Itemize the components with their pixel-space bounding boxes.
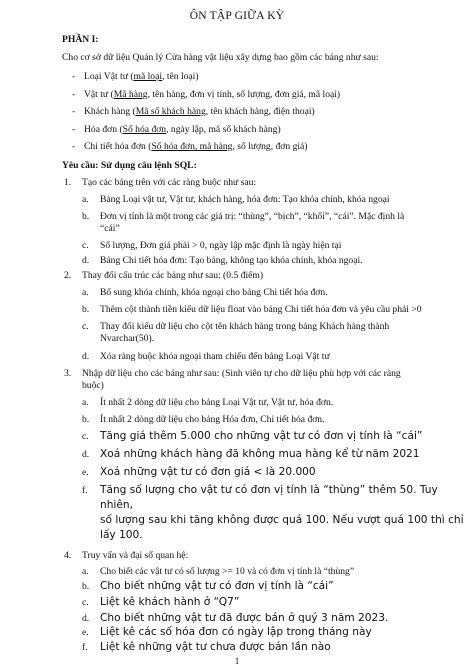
q4-item-a: Cho biết các vật tư có số lượng >= 10 và có đơn vị tính là “thùng” — [100, 566, 355, 577]
item-mark: c. — [82, 597, 89, 608]
item-mark: c. — [82, 240, 89, 251]
q4-item-e: Liệt kê các số hóa đơn có ngày lập trong tháng này — [100, 626, 372, 638]
item-mark: f. — [82, 642, 88, 653]
q2-item-d: Xóa ràng buộc khóa ngoại tham chiếu đến bảng Loại Vật tư — [100, 351, 330, 362]
item-mark: d. — [82, 613, 90, 624]
item-mark: c. — [82, 431, 89, 442]
item-mark: f. — [82, 485, 88, 496]
q3-item-d: Xoá những khách hàng đã không mua hàng kể từ năm 2021 — [100, 448, 420, 460]
bullet-mark: - — [72, 106, 76, 117]
item-mark: a. — [82, 194, 89, 205]
item-mark: e. — [82, 627, 89, 638]
q3-item-b: Ít nhất 2 dòng dữ liệu cho bảng Hóa đơn, Chi tiết hóa đơn. — [100, 414, 325, 425]
table-item-customer: Khách hàng (Mã số khách hàng, tên khách hàng, điện thoại) — [84, 106, 315, 117]
question-2-text: Thay đổi cấu trúc các bảng như sau: (0.5 điểm) — [82, 270, 264, 281]
q1-item-d: Bảng Chi tiết hóa đơn: Tạo bảng, không tạo khóa chính, khóa ngoại. — [100, 255, 363, 266]
q3-item-f-cont: số lượng sau khi tăng không được quá 100. Nếu vượt quá 100 thì chỉ — [100, 514, 464, 526]
bullet-mark: - — [72, 141, 76, 152]
question-4-text: Truy vấn và đại số quan hệ: — [82, 550, 189, 561]
q1-item-c: Số lượng, Đơn giá phải > 0, ngày lập mặc định là ngày hiện tại — [100, 240, 342, 251]
q3-item-c: Tăng giá thêm 5.000 cho những vật tư có đơn vị tính là “cái” — [100, 430, 423, 442]
q1-item-b: Đơn vị tính là một trong các giá trị: “thùng”, “bịch”, “khối”, “cái”. Mặc định là — [100, 211, 405, 222]
q2-item-b: Thêm cột thành tiền kiểu dữ liệu float vào bảng Chi tiết hóa đơn và yêu cầu phải >0 — [100, 304, 422, 315]
table-item-invoice-detail: Chi tiết hóa đơn (Số hóa đơn, mã hàng, số lượng, đơn giá) — [84, 141, 308, 152]
item-mark: d. — [82, 351, 90, 362]
item-mark: d. — [82, 449, 90, 460]
page-number: 1 — [234, 656, 240, 666]
q2-item-c: Thay đổi kiểu dữ liệu cho cột tên khách hàng trong bảng Khách hàng thành — [100, 321, 390, 332]
bullet-mark: - — [72, 124, 76, 135]
question-1-text: Tạo các bảng trên với các ràng buộc như sau: — [82, 177, 257, 188]
q3-item-f-cont: nhiên, — [100, 499, 133, 511]
item-mark: d. — [82, 255, 90, 266]
q2-item-a: Bổ sung khóa chính, khóa ngoại cho bảng Chi tiết hóa đơn. — [100, 287, 328, 298]
q3-item-a: Ít nhất 2 dòng dữ liệu cho bảng Loại Vật tư, Vật tư, hóa đơn. — [100, 397, 334, 408]
question-3-text: Nhập dữ liệu cho các bảng như sau: (Sinh viên tự cho dữ liệu phù hợp với các ràng — [82, 368, 401, 379]
table-item-invoice: Hóa đơn (Số hóa đơn, ngày lập, mã số khách hàng) — [84, 124, 281, 135]
part-heading: PHẦN I: — [62, 34, 99, 45]
q1-item-b-cont: “cái” — [100, 223, 120, 234]
item-mark: a. — [82, 397, 89, 408]
q3-item-f-cont: lấy 100. — [100, 529, 143, 541]
q4-item-d: Cho biết những vật tư đã được bán ở quý 3 năm 2023. — [100, 612, 389, 624]
q1-item-a: Bảng Loại vật tư, Vật tư, khách hàng, hóa đơn: Tạo khóa chính, khóa ngoại — [100, 194, 390, 205]
item-mark: a. — [82, 566, 89, 577]
table-item-category: Loại Vật tư (mã loại, tên loại) — [84, 71, 199, 82]
question-number: 2. — [64, 270, 72, 281]
q3-item-f: Tăng số lượng cho vật tư có đơn vị tính là “thùng” thêm 50. Tuy — [100, 484, 438, 496]
item-mark: b. — [82, 211, 90, 222]
document-title: ÔN TẬP GIỮA KỲ — [189, 10, 285, 22]
q4-item-c: Liệt kê khách hành ở “Q7” — [100, 596, 240, 608]
q4-item-b: Cho biết những vật tư có đơn vị tính là “cái” — [100, 580, 334, 592]
q2-item-c-cont: Nvarchar(50). — [100, 333, 155, 344]
table-item-material: Vật tư (Mã hàng, tên hàng, đơn vị tính, số lượng, đơn giá, mã loại) — [84, 89, 341, 100]
q4-item-f: Liệt kê những vật tư chưa được bán lần nào — [100, 641, 331, 653]
item-mark: e. — [82, 467, 89, 478]
q3-item-e: Xoá những vật tư có đơn giá < là 20.000 — [100, 466, 316, 478]
question-number: 3. — [64, 368, 72, 379]
item-mark: a. — [82, 287, 89, 298]
bullet-mark: - — [72, 71, 76, 82]
item-mark: c. — [82, 321, 89, 332]
bullet-mark: - — [72, 89, 76, 100]
item-mark: b. — [82, 414, 90, 425]
question-3-text-cont: buộc) — [82, 380, 104, 391]
item-mark: b. — [82, 304, 90, 315]
question-number: 1. — [64, 177, 72, 188]
intro-text: Cho cơ sở dữ liệu Quản lý Cửa hàng vật liệu xây dựng bao gồm các bảng như sau: — [62, 52, 379, 63]
question-number: 4. — [64, 550, 72, 561]
item-mark: b. — [82, 581, 90, 592]
requirement-heading: Yêu cầu: Sử dụng câu lệnh SQL: — [62, 160, 197, 171]
